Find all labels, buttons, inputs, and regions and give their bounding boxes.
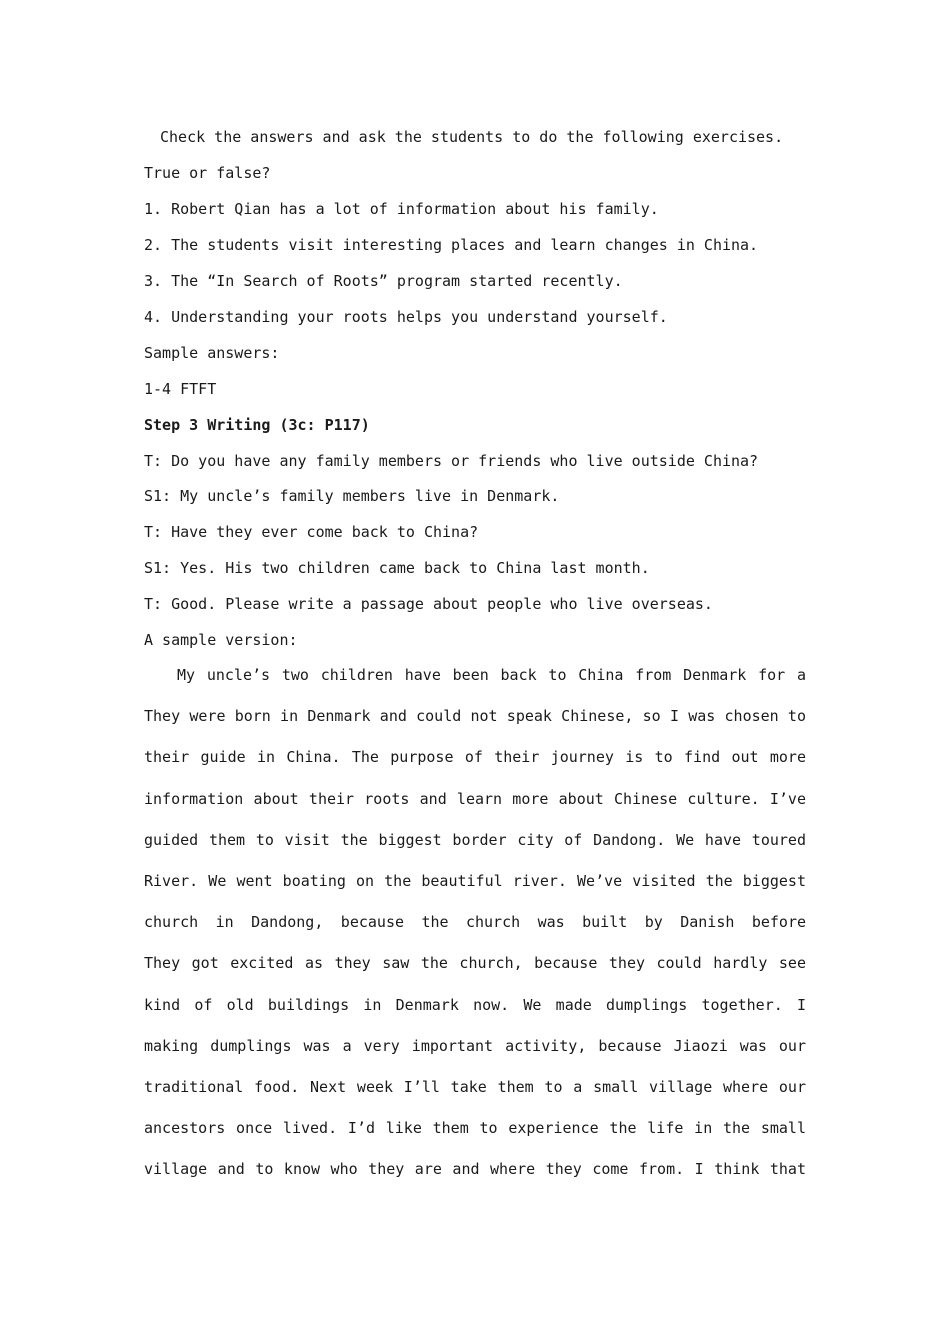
passage-line: ancestors once lived. I’d like them to experience the life in the small — [144, 1119, 806, 1138]
sample-passage — [144, 655, 806, 1190]
statement-2: 2. The students visit interesting places and learn changes in China. — [144, 236, 759, 254]
sample-answers-label: Sample answers: — [144, 344, 280, 362]
statement-1: 1. Robert Qian has a lot of information about his family. — [144, 200, 659, 218]
statement-3: 3. The “In Search of Roots” program started recently. — [144, 272, 623, 290]
passage-line: My uncle’s two children have been back to China from Denmark for a — [177, 666, 806, 684]
passage-line: village and to know who they are and where they come from. I think that — [144, 1160, 806, 1179]
dialogue-line-3: T: Have they ever come back to China? — [144, 523, 479, 541]
dialogue-line-4: S1: Yes. His two children came back to China last month. — [144, 559, 650, 577]
passage-line: guided them to visit the biggest border city of Dandong. We have toured — [144, 830, 806, 849]
passage-line: River. We went boating on the beautiful river. We’ve visited the biggest — [144, 871, 806, 890]
passage-line: church in Dandong, because the church was built by Danish before — [144, 913, 806, 932]
passage-line: They got excited as they saw the church, because they could hardly see — [144, 954, 806, 973]
statement-4: 4. Understanding your roots helps you understand yourself. — [144, 308, 668, 326]
dialogue-line-2: S1: My uncle’s family members live in Denmark. — [144, 487, 560, 505]
intro-line: Check the answers and ask the students to do the following exercises. — [160, 128, 784, 146]
true-false-heading: True or false? — [144, 164, 271, 182]
passage-line: their guide in China. The purpose of their journey is to find out more — [144, 748, 806, 767]
passage-line: They were born in Denmark and could not speak Chinese, so I was chosen to — [144, 707, 806, 726]
dialogue-line-5: T: Good. Please write a passage about people who live overseas. — [144, 595, 713, 613]
sample-version-label: A sample version: — [144, 631, 298, 649]
dialogue-line-1: T: Do you have any family members or friends who live outside China? — [144, 452, 759, 470]
answers-line: 1-4 FTFT — [144, 380, 217, 398]
passage-line: information about their roots and learn more about Chinese culture. I’ve — [144, 789, 806, 808]
passage-line: kind of old buildings in Denmark now. We made dumplings together. I — [144, 995, 806, 1014]
passage-line: traditional food. Next week I’ll take them to a small village where our — [144, 1077, 806, 1096]
step3-heading: Step 3 Writing (3c: P117) — [144, 416, 370, 434]
passage-line: making dumplings was a very important activity, because Jiaozi was our — [144, 1036, 806, 1055]
